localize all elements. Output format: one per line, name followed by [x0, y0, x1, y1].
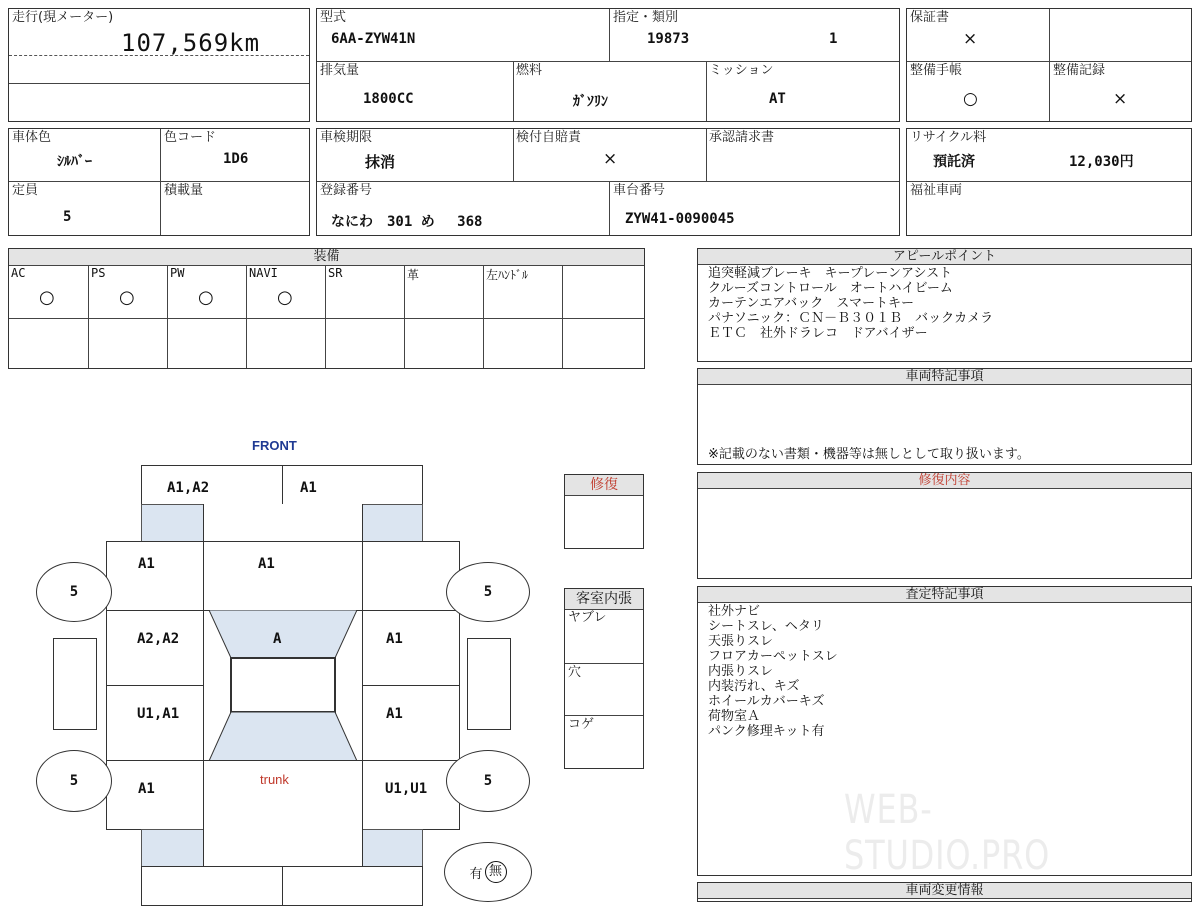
windshield-shape	[203, 610, 363, 761]
equipment-label: NAVI	[249, 266, 278, 280]
tire-rear-left: 5	[36, 750, 112, 812]
rear-bumper-right	[282, 866, 423, 906]
fender-left	[106, 541, 204, 611]
windshield-front	[209, 610, 357, 658]
repair-box	[564, 474, 644, 549]
equipment-col-8	[562, 265, 641, 368]
registration-value: なにわ 301 め 368	[331, 214, 483, 230]
door-front-left	[106, 610, 204, 686]
watermark: WEB-STUDIO.PRO	[844, 787, 1051, 879]
mileage-value: 107,569km	[121, 29, 261, 57]
trunk-label: trunk	[260, 772, 289, 787]
inspection-value: 抹消	[365, 153, 396, 171]
transmission-label: ミッション	[709, 63, 774, 78]
equipment-label: 革	[407, 268, 420, 282]
recycle-status: 預託済	[933, 154, 975, 170]
front-label: FRONT	[252, 438, 297, 453]
model-label: 型式	[320, 10, 347, 25]
assessment-panel	[697, 586, 1192, 879]
repair-details-title: 修復内容	[698, 473, 1191, 489]
appeal-panel	[697, 248, 1192, 362]
front-bumper-left	[141, 465, 283, 505]
assessment-title: 査定特記事項	[698, 587, 1191, 603]
quarter-left-value: A1	[138, 781, 155, 797]
equipment-label: PS	[91, 266, 106, 280]
fender-right	[362, 541, 460, 611]
equipment-value: ○	[198, 287, 214, 308]
equipment-value: ○	[119, 287, 135, 308]
repair-box-title: 修復	[565, 475, 643, 496]
door-front-right	[362, 610, 460, 686]
equipment-label: SR	[328, 266, 343, 280]
vehicle-notes-text: ※記載のない書類・機器等は無しとして取り扱います。	[708, 447, 1030, 462]
service-book-label: 整備手帳	[910, 63, 963, 78]
capacity-value: 5	[63, 209, 72, 225]
inspection-label: 車検期限	[320, 130, 373, 145]
quarter-left	[106, 760, 204, 830]
spec-vline-3	[706, 61, 707, 121]
displacement-label: 排気量	[320, 63, 360, 78]
equipment-value: ○	[39, 287, 55, 308]
body-color-label: 車体色	[12, 130, 52, 145]
trunk-lid	[203, 760, 363, 830]
docs-box	[906, 8, 1192, 122]
tire-front-right: 5	[446, 562, 530, 622]
vehicle-notes-title: 車両特記事項	[698, 369, 1191, 385]
insurance-value: ×	[603, 149, 618, 169]
recycle-box	[906, 128, 1192, 236]
recycle-divider	[907, 181, 1191, 182]
interior-title: 客室内張	[565, 589, 643, 610]
recycle-amount: 12,030円	[1069, 154, 1134, 170]
changes-title: 車両変更情報	[698, 883, 1191, 899]
spare-none-label: 無	[485, 861, 507, 883]
warranty-value: ×	[963, 29, 978, 49]
door-rear-left-value: U1,A1	[137, 706, 180, 722]
equipment-label: 左ﾊﾝﾄﾞﾙ	[486, 268, 529, 282]
welfare-label: 福祉車両	[910, 183, 963, 198]
service-book-value: ○	[963, 89, 978, 109]
interior-divider-2	[565, 715, 643, 716]
interior-item-tear: ヤブレ	[568, 610, 607, 625]
fender-left-value: A1	[138, 556, 155, 572]
capacity-label: 定員	[12, 183, 39, 198]
rear-bumper-left	[141, 866, 283, 906]
hood	[203, 541, 363, 611]
assessment-text: 社外ナビ シートスレ、ヘタリ 天張りスレ フロアカーペットスレ 内張りスレ 内装汚れ、キズ ホイールカバーキズ 荷物室Ａ パンク修理キット有	[708, 604, 838, 739]
spare-tire-indicator	[444, 842, 532, 902]
fuel-value: ｶﾞｿﾘﾝ	[573, 94, 608, 110]
rear-pillar-left	[141, 829, 204, 867]
quarter-right-value: U1,U1	[385, 781, 428, 797]
recycle-label: リサイクル料	[910, 130, 987, 145]
service-record-value: ×	[1113, 89, 1128, 109]
spec-vline-1	[609, 9, 610, 61]
equipment-title: 装備	[9, 249, 644, 266]
tire-front-left: 5	[36, 562, 112, 622]
door-front-right-value: A1	[386, 631, 403, 647]
reg-vline-3	[609, 181, 610, 235]
appeal-text: 追突軽減ブレーキ キープレーンアシスト クルーズコントロール オートハイビーム カーテンエアバック スマートキー パナソニック：ＣＮ－Ｂ３０１Ｂ バックカメラ ＥＴＣ 社外ドラレコ ドアバイザー	[708, 266, 994, 341]
equipment-label: AC	[11, 266, 26, 280]
hood-value: A1	[258, 556, 275, 572]
body-color-value: ｼﾙﾊﾞｰ	[57, 154, 92, 170]
transmission-value: AT	[769, 91, 786, 107]
roof-panel	[231, 658, 335, 712]
interior-divider-1	[565, 663, 643, 664]
fuel-label: 燃料	[516, 63, 543, 78]
load-label: 積載量	[164, 183, 204, 198]
door-rear-right-value: A1	[386, 706, 403, 722]
front-left-value: A1,A2	[167, 480, 210, 496]
docs-vline	[1049, 9, 1050, 121]
color-code-value: 1D6	[223, 151, 249, 167]
interior-item-hole: 穴	[568, 665, 582, 680]
tire-rear-right: 5	[446, 750, 530, 812]
approval-label: 承認請求書	[709, 130, 775, 145]
mirror-left	[53, 638, 97, 730]
windshield-value: A	[273, 631, 282, 647]
vehicle-notes-panel	[697, 368, 1192, 465]
interior-box	[564, 588, 644, 769]
registration-label: 登録番号	[320, 183, 373, 198]
changes-panel	[697, 882, 1192, 902]
front-pillar-left	[141, 504, 204, 542]
warranty-label: 保証書	[910, 10, 950, 25]
door-rear-right	[362, 685, 460, 761]
front-center-gap	[203, 504, 363, 542]
appeal-title: アピールポイント	[698, 249, 1191, 265]
service-record-label: 整備記録	[1053, 63, 1106, 78]
designation-value-1: 19873	[647, 31, 690, 47]
front-pillar-right	[362, 504, 423, 542]
front-right-value: A1	[300, 480, 317, 496]
car-diagram	[0, 0, 560, 900]
reg-vline-2	[706, 129, 707, 181]
mirror-right	[467, 638, 511, 730]
mileage-label: 走行(現メーター)	[12, 10, 114, 25]
equipment-value: ○	[277, 287, 293, 308]
chassis-value: ZYW41-0090045	[625, 211, 735, 227]
repair-details-panel	[697, 472, 1192, 579]
designation-value-2: 1	[829, 31, 838, 47]
displacement-value: 1800CC	[363, 91, 414, 107]
windshield-rear	[209, 712, 357, 761]
door-front-left-value: A2,A2	[137, 631, 180, 647]
chassis-label: 車台番号	[613, 183, 666, 198]
color-code-label: 色コード	[164, 130, 217, 145]
interior-item-burn: コゲ	[568, 717, 595, 732]
rear-pillar-right	[362, 829, 423, 867]
model-value: 6AA-ZYW41N	[331, 31, 416, 47]
equipment-label: PW	[170, 266, 185, 280]
rear-center-gap	[203, 829, 363, 867]
designation-label: 指定・類別	[613, 10, 679, 25]
insurance-label: 検付自賠責	[516, 130, 582, 145]
spare-has-label: 有	[469, 866, 483, 882]
door-rear-left	[106, 685, 204, 761]
